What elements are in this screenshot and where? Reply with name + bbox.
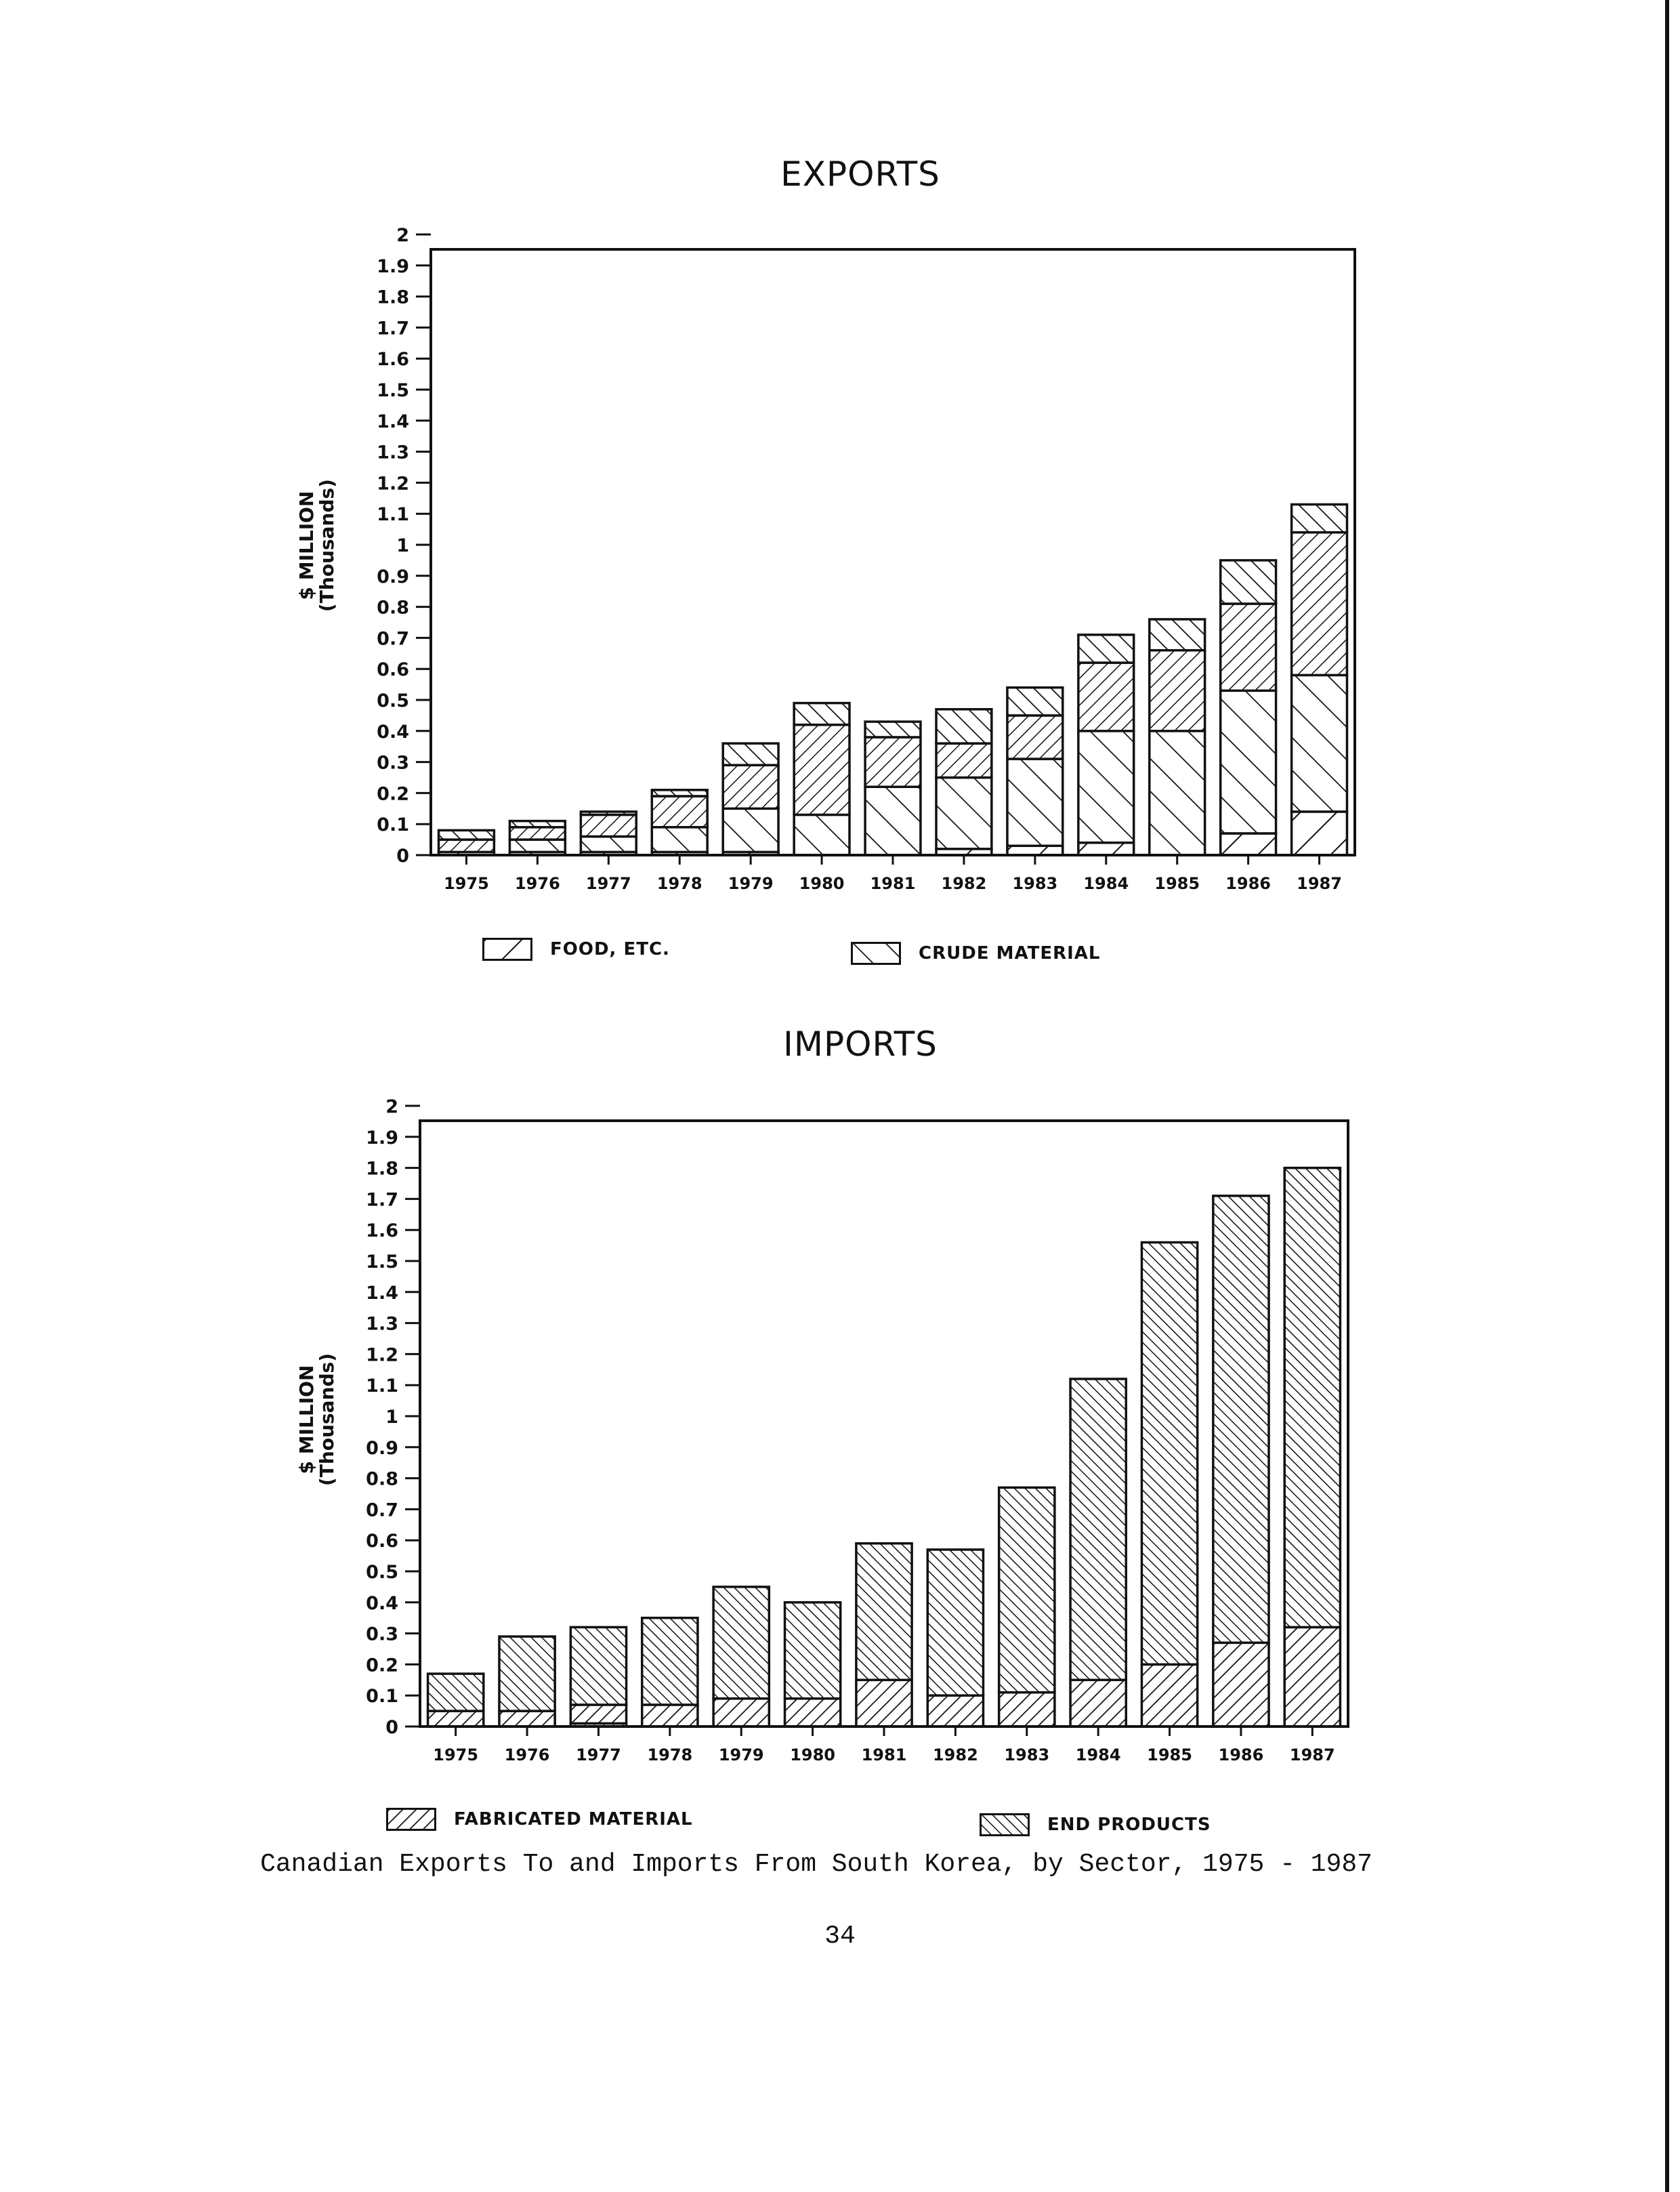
legend-swatch-crude [851,942,901,965]
y-axis-label-line: (Thousands) [316,479,338,612]
exports-bar-1985-segment-2 [1150,650,1205,731]
legend-label-fabricated: FABRICATED MATERIAL [454,1809,693,1829]
legend-item-food [482,938,670,961]
legend-swatch-end-products [980,1813,1030,1836]
exports-bar-1977-segment-1 [581,837,636,852]
exports-bar-1987-segment-2 [1292,533,1347,676]
imports-bar-1977-segment-2 [570,1627,626,1705]
imports-x-tick-label-1975: 1975 [433,1745,479,1764]
exports-bar-1976-segment-1 [509,840,565,852]
y-axis-label-line: $ MILLION [295,1365,318,1474]
exports-bar-1979-segment-2 [723,765,778,808]
legend-label-crude: CRUDE MATERIAL [919,943,1101,964]
imports-bar-1982-segment-1 [927,1695,983,1726]
exports-bar-1985-segment-1 [1150,731,1205,855]
imports-x-tick-label-1980: 1980 [790,1745,836,1764]
legend-swatch-food [482,938,532,961]
exports-chart-title: EXPORTS [780,154,940,194]
imports-bar-1984-segment-1 [1070,1680,1126,1726]
imports-bar-1975-segment-1 [428,1711,484,1726]
exports-bar-1981-segment-2 [865,737,921,787]
exports-bar-1979-segment-3 [723,743,778,765]
imports-y-tick-label: 0.8 [366,1468,398,1490]
imports-x-tick-label-1987: 1987 [1289,1745,1335,1764]
exports-bar-1983-segment-0 [1007,846,1063,855]
imports-y-tick-label: 1.5 [366,1252,398,1273]
exports-bar-1982-segment-2 [936,743,992,777]
exports-y-tick-label: 0.6 [377,659,409,681]
exports-bar-1984-segment-2 [1078,663,1134,731]
exports-x-tick-label-1987: 1987 [1297,874,1342,893]
exports-y-tick-label: 1.6 [377,349,409,371]
imports-y-tick-label: 1.9 [366,1127,398,1149]
imports-x-tick-label-1984: 1984 [1075,1745,1121,1764]
imports-y-tick-label: 0.4 [366,1592,398,1614]
imports-bar-1983-segment-2 [999,1487,1055,1692]
exports-bar-1986-segment-3 [1221,560,1276,604]
exports-bar-1980-segment-1 [794,814,849,855]
exports-y-tick-label: 0 [396,846,409,867]
exports-bar-1985-segment-3 [1150,619,1205,650]
imports-bar-1987-segment-1 [1284,1627,1340,1726]
exports-bar-1978-segment-3 [652,790,707,796]
imports-bar-1976-segment-2 [499,1636,555,1711]
exports-x-tick-label-1984: 1984 [1083,874,1129,893]
exports-bar-1986-segment-2 [1221,604,1276,690]
exports-y-tick-label: 0.3 [377,752,409,774]
imports-x-tick-label-1982: 1982 [932,1745,978,1764]
exports-y-tick-label: 2 [396,225,409,246]
legend-item-crude [851,942,1100,965]
y-axis-label-line: (Thousands) [316,1353,338,1486]
imports-plot [366,1096,1348,1764]
exports-bar-1980-segment-3 [794,703,849,725]
exports-y-tick-label: 1.5 [377,380,409,401]
imports-x-tick-label-1976: 1976 [504,1745,550,1764]
exports-x-tick-label-1979: 1979 [728,874,774,893]
imports-x-tick-label-1985: 1985 [1147,1745,1192,1764]
legend-swatch-crude-pattern [853,944,899,963]
imports-bar-1979-segment-2 [713,1587,769,1699]
exports-y-tick-label: 1.4 [377,411,409,432]
exports-bar-1986-segment-0 [1221,833,1276,855]
legend-swatch-fabricated [386,1808,436,1831]
exports-y-tick-label: 0.4 [377,721,409,743]
figure-caption: Canadian Exports To and Imports From South Korea, by Sector, 1975 - 1987 [260,1850,1372,1879]
y-axis-label-line: $ MILLION [295,491,318,600]
imports-bar-1976-segment-1 [499,1711,555,1726]
legend-item-end-products [980,1813,1211,1836]
exports-bar-1982-segment-3 [936,709,992,743]
exports-bar-1984-segment-3 [1078,635,1134,663]
exports-bar-1987-segment-3 [1292,504,1347,532]
exports-y-tick-label: 1.8 [377,287,409,308]
imports-bar-1979-segment-1 [713,1699,769,1726]
exports-bar-1983-segment-1 [1007,759,1063,846]
imports-bar-1981-segment-2 [856,1544,912,1680]
imports-y-tick-label: 0.9 [366,1437,398,1459]
imports-bar-1981-segment-1 [856,1680,912,1726]
exports-bar-1975-segment-3 [439,830,495,840]
exports-y-tick-label: 1.7 [377,318,409,339]
legend-swatch-food-pattern [484,940,530,959]
page-number: 34 [824,1922,856,1951]
imports-x-tick-label-1986: 1986 [1218,1745,1264,1764]
exports-x-tick-label-1977: 1977 [585,874,631,893]
exports-bar-1981-segment-3 [865,722,921,737]
exports-bar-1984-segment-1 [1078,731,1134,843]
imports-y-axis-label [297,1318,337,1521]
imports-bar-1986-segment-2 [1213,1196,1269,1643]
legend-swatch-end-products-pattern [982,1815,1028,1834]
imports-y-tick-label: 0.3 [366,1624,398,1645]
imports-bar-1987-segment-2 [1284,1168,1340,1628]
imports-y-tick-label: 0.5 [366,1562,398,1583]
exports-y-tick-label: 1.1 [377,504,409,526]
exports-bar-1976-segment-3 [509,821,565,827]
exports-bar-1983-segment-3 [1007,688,1063,716]
exports-bar-1977-segment-2 [581,814,636,836]
exports-bar-1983-segment-2 [1007,716,1063,759]
imports-y-tick-label: 1.1 [366,1376,398,1397]
exports-y-tick-label: 1.2 [377,473,409,495]
exports-x-tick-label-1986: 1986 [1225,874,1272,893]
imports-bar-1985-segment-1 [1141,1664,1197,1726]
exports-y-tick-label: 1.9 [377,255,409,277]
imports-y-tick-label: 0.7 [366,1500,398,1521]
imports-bar-1983-segment-1 [999,1693,1055,1726]
imports-x-tick-label-1979: 1979 [718,1745,764,1764]
imports-x-tick-label-1977: 1977 [576,1745,621,1764]
imports-y-tick-label: 1.8 [366,1158,398,1180]
imports-bar-1975-segment-2 [428,1674,484,1711]
legend-item-fabricated [386,1808,693,1831]
imports-y-tick-label: 0 [385,1717,398,1738]
exports-x-tick-label-1982: 1982 [941,874,987,893]
exports-plot [377,225,1355,893]
exports-x-tick-label-1985: 1985 [1154,874,1200,893]
imports-bar-1980-segment-2 [785,1602,841,1699]
exports-bar-1976-segment-2 [509,827,565,840]
exports-y-tick-label: 0.5 [377,690,409,711]
exports-y-tick-label: 0.1 [377,814,409,836]
exports-x-tick-label-1976: 1976 [514,874,560,893]
imports-y-tick-label: 1.6 [366,1220,398,1242]
imports-bar-1978-segment-2 [642,1618,698,1705]
imports-bar-1980-segment-1 [785,1699,841,1726]
imports-chart-title: IMPORTS [783,1025,938,1064]
exports-bar-1986-segment-1 [1221,690,1276,833]
exports-y-tick-label: 0.9 [377,566,409,587]
exports-bar-1982-segment-1 [936,778,992,849]
exports-x-tick-label-1981: 1981 [870,874,916,893]
imports-y-tick-label: 1.4 [366,1282,398,1304]
imports-bar-1978-segment-1 [642,1705,698,1726]
exports-bar-1984-segment-0 [1078,843,1134,855]
page-edge-rule [1665,0,1669,2192]
exports-bar-1979-segment-1 [723,808,778,852]
exports-x-tick-label-1978: 1978 [656,874,702,893]
exports-x-tick-label-1980: 1980 [799,874,845,893]
imports-y-tick-label: 2 [385,1096,398,1117]
legend-swatch-fabricated-pattern [388,1810,434,1829]
exports-y-tick-label: 1 [396,535,409,556]
exports-y-tick-label: 0.2 [377,783,409,805]
exports-y-tick-label: 0.7 [377,628,409,650]
exports-bar-1975-segment-2 [439,840,495,852]
imports-bar-1982-segment-2 [927,1550,983,1695]
exports-y-axis-label [297,444,337,647]
imports-x-tick-label-1981: 1981 [861,1745,907,1764]
exports-bar-1977-segment-3 [581,812,636,815]
exports-y-tick-label: 0.8 [377,597,409,619]
imports-bar-1977-segment-1 [570,1705,626,1723]
exports-bar-1980-segment-2 [794,725,849,815]
imports-bar-1984-segment-2 [1070,1379,1126,1680]
exports-bar-1978-segment-2 [652,796,707,827]
exports-x-tick-label-1983: 1983 [1012,874,1058,893]
exports-y-tick-label: 1.3 [377,442,409,463]
imports-x-tick-label-1978: 1978 [647,1745,693,1764]
imports-bar-1986-segment-1 [1213,1642,1269,1726]
exports-bar-1987-segment-0 [1292,812,1347,855]
imports-y-tick-label: 1.2 [366,1344,398,1366]
legend-label-end-products: END PRODUCTS [1047,1815,1211,1835]
imports-y-tick-label: 1 [385,1407,398,1428]
exports-bar-1978-segment-1 [652,827,707,852]
imports-y-tick-label: 0.6 [366,1531,398,1552]
legend-label-food: FOOD, ETC. [550,939,670,959]
imports-x-tick-label-1983: 1983 [1004,1745,1050,1764]
imports-y-tick-label: 1.7 [366,1189,398,1211]
imports-y-tick-label: 1.3 [366,1313,398,1335]
exports-bar-1981-segment-1 [865,787,921,855]
exports-x-tick-label-1975: 1975 [444,874,489,893]
imports-y-tick-label: 0.1 [366,1686,398,1708]
imports-bar-1985-segment-2 [1141,1243,1197,1665]
exports-bar-1987-segment-1 [1292,675,1347,812]
imports-y-tick-label: 0.2 [366,1655,398,1676]
